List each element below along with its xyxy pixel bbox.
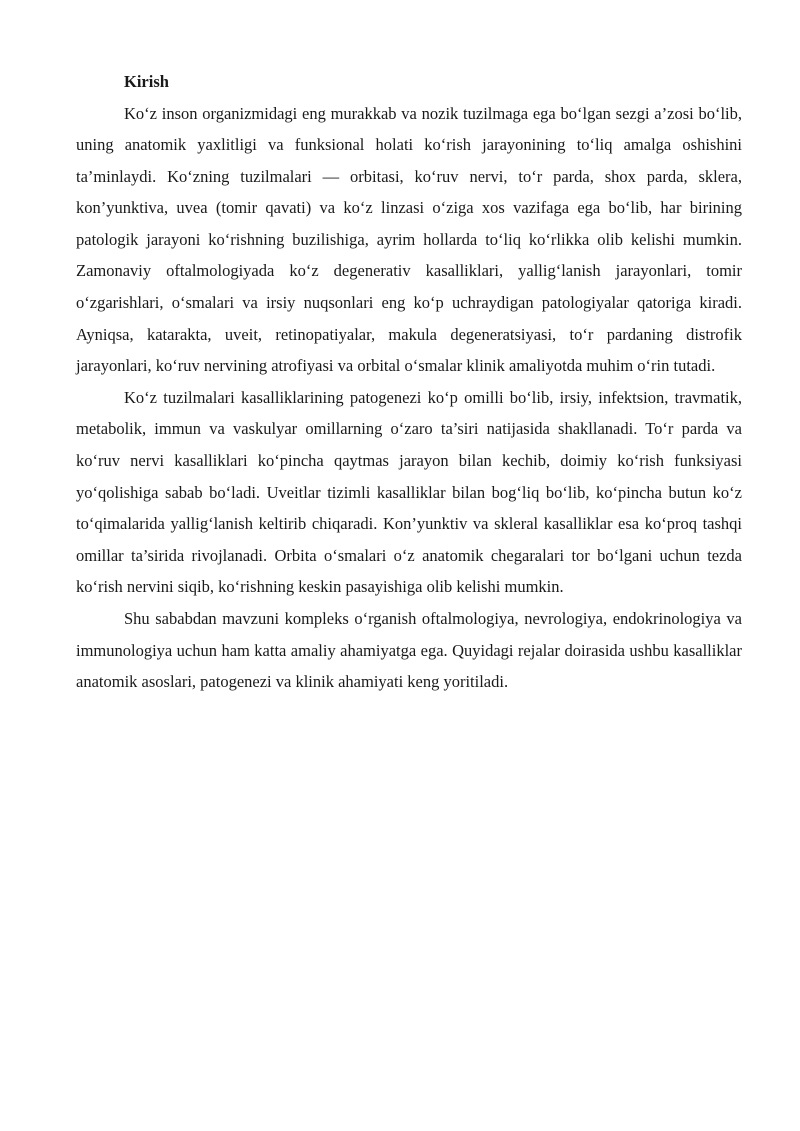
paragraph-2: Ko‘z tuzilmalari kasalliklarining patogenezi ko‘p omilli bo‘lib, irsiy, infektsion, travmatik, metabolik, immun va vaskulyar omillarning o‘zaro ta’siri natijasida shakllanadi. To‘r parda va ko‘ruv nervi kasalliklari ko‘pincha qaytmas jarayon bilan kechib, doimiy ko‘rish funksiyasi yo‘qolishiga sabab bo‘ladi. Uveitlar tizimli kasalliklar bilan bog‘liq bo‘lib, ko‘pincha butun ko‘z to‘qimalarida yallig‘lanish keltirib chiqaradi. Kon’yunktiv va skleral kasalliklar esa ko‘proq tashqi omillar ta’sirida rivojlanadi. Orbita o‘smalari o‘z anatomik chegaralari tor bo‘lgani uchun tezda ko‘rish nervini siqib, ko‘rishning keskin pasayishiga olib kelishi mumkin. <box>76 387 742 597</box>
document-page <box>76 66 742 698</box>
paragraph-1: Ko‘z inson organizmidagi eng murakkab va nozik tuzilmaga ega bo‘lgan sezgi a’zosi bo‘lib, uning anatomik yaxlitligi va funksional holati ko‘rish jarayonining to‘liq amalga oshishini ta’minlaydi. Ko‘zning tuzilmalari — orbitasi, ko‘ruv nervi, to‘r parda, shox parda, sklera, kon’yunktiva, uvea (tomir qavati) va ko‘z linzasi o‘ziga xos vazifaga ega bo‘lib, har birining patologik jarayoni ko‘rishning buzilishiga, ayrim hollarda to‘liq ko‘rlikka olib kelishi mumkin. Zamonaviy oftalmologiyada ko‘z degenerativ kasalliklari, yallig‘lanish jarayonlari, tomir o‘zgarishlari, o‘smalari va irsiy nuqsonlari eng ko‘p uchraydigan patologiyalar qatoriga kiradi. Ayniqsa, katarakta, uveit, retinopatiyalar, makula degeneratsiyasi, to‘r pardaning distrofik jarayonlari, ko‘ruv nervining atrofiyasi va orbital o‘smalar klinik amaliyotda muhim o‘rin tutadi. <box>76 103 742 376</box>
section-heading: Kirish <box>124 72 169 91</box>
paragraph-3: Shu sababdan mavzuni kompleks o‘rganish oftalmologiya, nevrologiya, endokrinologiya va immunologiya uchun ham katta amaliy ahamiyatga ega. Quyidagi rejalar doirasida ushbu kasalliklar anatomik asoslari, patogenezi va klinik ahamiyati keng yoritiladi. <box>76 609 742 692</box>
